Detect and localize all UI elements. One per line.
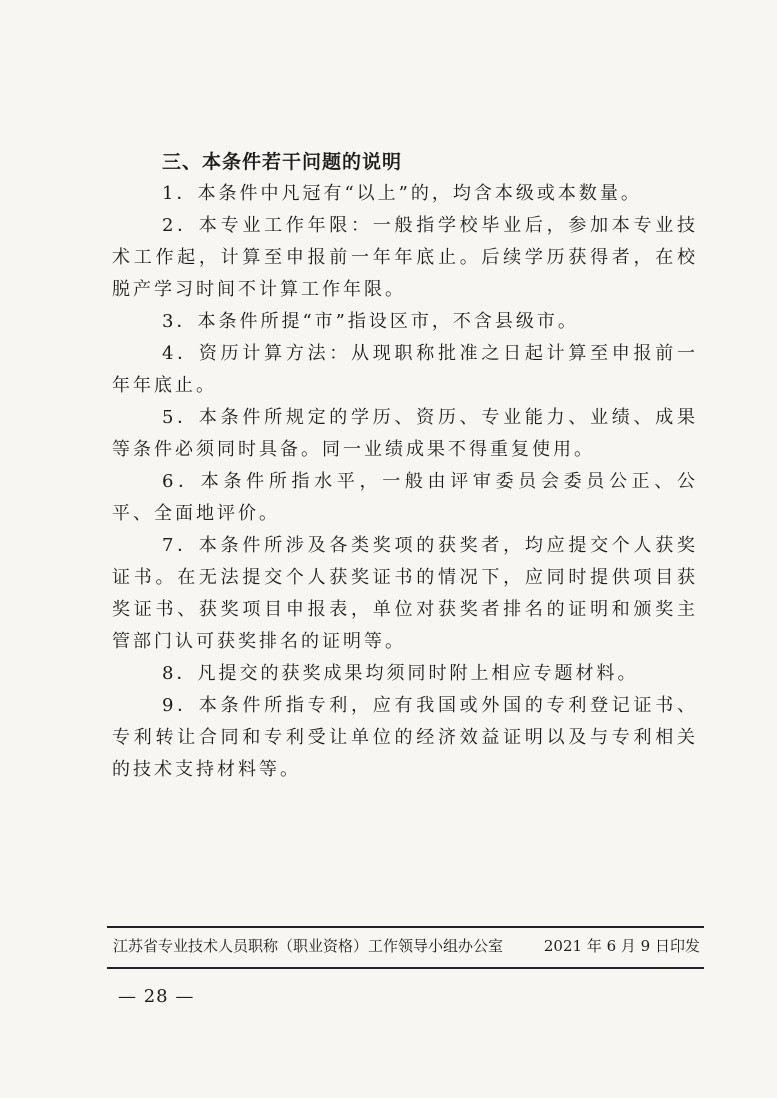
paragraph-8: 8．凡提交的获奖成果均须同时附上相应专题材料。 bbox=[162, 663, 639, 684]
paragraph-4: 4．资历计算方法：从现职称批准之日起计算至申报前一年年底止。 bbox=[112, 343, 698, 396]
document-body bbox=[112, 146, 698, 786]
issuance-footer bbox=[113, 934, 700, 958]
paragraph-7: 7．本条件所涉及各类奖项的获奖者，均应提交个人获奖证书。在无法提交个人获奖证书的情况下，应同时提供项目获奖证书、获奖项目申报表，单位对获奖者排名的证明和颁奖主管部门认可获奖排名的证明等。 bbox=[112, 535, 698, 652]
footer-bottom-rule bbox=[107, 967, 704, 969]
paragraph-6: 6．本条件所指水平，一般由评审委员会委员公正、公平、全面地评价。 bbox=[112, 471, 698, 524]
paragraph-5: 5．本条件所规定的学历、资历、专业能力、业绩、成果等条件必须同时具备。同一业绩成果不得重复使用。 bbox=[112, 407, 698, 460]
paragraph-2: 2．本专业工作年限：一般指学校毕业后，参加本专业技术工作起，计算至申报前一年年底止。后续学历获得者，在校脱产学习时间不计算工作年限。 bbox=[112, 215, 698, 300]
page-number: — 28 — bbox=[118, 986, 195, 1007]
issue-date: 2021 年 6 月 9 日印发 bbox=[543, 937, 700, 955]
issuer-name: 江苏省专业技术人员职称（职业资格）工作领导小组办公室 bbox=[113, 937, 504, 955]
paragraph-3: 3．本条件所提“市”指设区市，不含县级市。 bbox=[162, 311, 579, 332]
footer-top-rule bbox=[107, 926, 704, 928]
paragraph-1: 1．本条件中凡冠有“以上”的，均含本级或本数量。 bbox=[162, 183, 642, 204]
section-heading: 三、本条件若干问题的说明 bbox=[162, 151, 403, 173]
paragraph-9: 9．本条件所指专利，应有我国或外国的专利登记证书、专利转让合同和专利受让单位的经济效益证明以及与专利相关的技术支持材料等。 bbox=[112, 695, 698, 780]
